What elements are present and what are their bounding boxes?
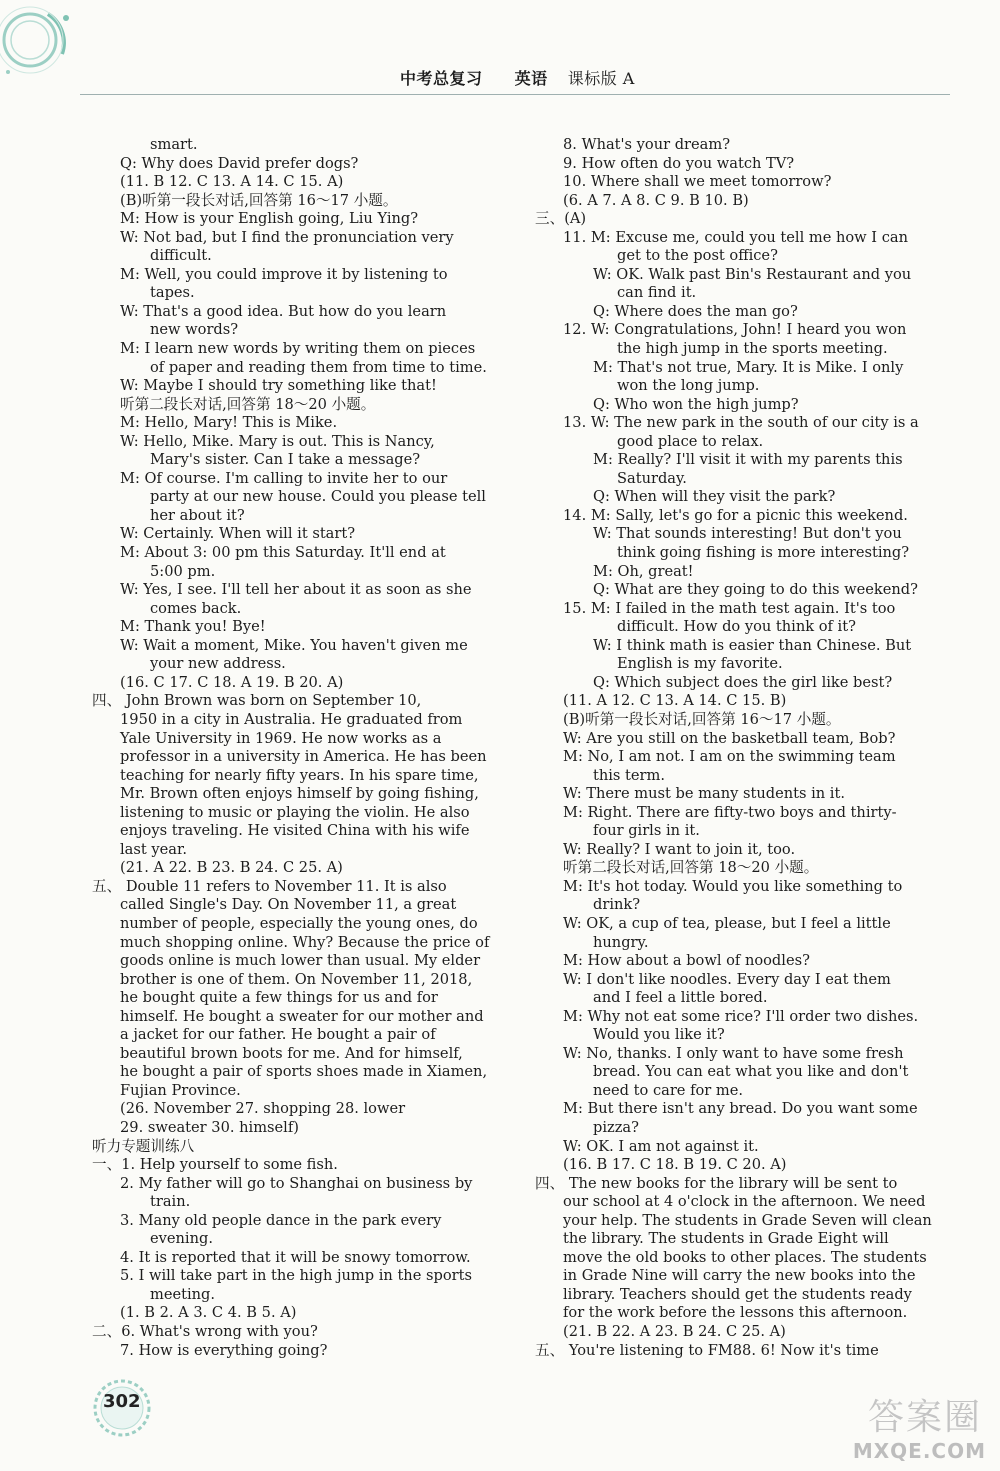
- text-line: W: Maybe I should try something like that!: [120, 377, 437, 395]
- page-number: 302: [103, 1391, 141, 1412]
- text-line: M: That's not true, Mary. It is Mike. I only: [593, 358, 904, 376]
- text-line: number of people, especially the young ones, do: [120, 914, 478, 932]
- text-line: 7. How is everything going?: [120, 1341, 328, 1359]
- text-line: 2. My father will go to Shanghai on business by: [120, 1174, 473, 1192]
- text-line: your new address.: [150, 655, 286, 673]
- text-line: in Grade Nine will carry the new books into the: [563, 1267, 916, 1285]
- text-line: for the work before the lessons this afternoon.: [563, 1304, 908, 1322]
- text-line: 一、1. Help yourself to some fish.: [92, 1156, 338, 1174]
- text-line: Q: Where does the man go?: [593, 302, 798, 320]
- text-line: 4. It is reported that it will be snowy tomorrow.: [120, 1248, 471, 1266]
- text-line: listening to music or playing the violin. He also: [120, 803, 470, 821]
- text-line: and I feel a little bored.: [593, 989, 768, 1007]
- text-line: Mr. Brown often enjoys himself by going fishing,: [120, 785, 479, 803]
- text-line: 五、 Double 11 refers to November 11. It is also: [92, 877, 447, 895]
- text-line: he bought a pair of sports shoes made in Xiamen,: [120, 1063, 488, 1081]
- text-line: W: OK. I am not against it.: [563, 1137, 759, 1155]
- text-line: evening.: [150, 1230, 213, 1248]
- text-line: the high jump in the sports meeting.: [617, 340, 888, 358]
- text-line: M: It's hot today. Would you like something to: [563, 877, 903, 895]
- text-line: comes back.: [150, 599, 242, 617]
- text-line: (B)听第一段长对话,回答第 16～17 小题。: [120, 191, 398, 209]
- text-line: 11. M: Excuse me, could you tell me how I can: [563, 228, 908, 246]
- text-line: pizza?: [593, 1118, 639, 1136]
- text-line: new words?: [150, 321, 239, 339]
- text-line: M: Of course. I'm calling to invite her to our: [120, 469, 448, 487]
- text-line: (11. A 12. C 13. A 14. C 15. B): [563, 692, 787, 710]
- text-line: 13. W: The new park in the south of our city is a: [563, 414, 919, 432]
- text-line: 听力专题训练八: [92, 1137, 195, 1155]
- book-title: 中考总复习: [400, 69, 483, 88]
- text-line: M: Thank you! Bye!: [120, 618, 266, 636]
- text-line: 9. How often do you watch TV?: [563, 154, 795, 172]
- watermark-logo-text: 答案圈: [867, 1397, 982, 1438]
- watermark-url: MXQE.COM: [852, 1439, 986, 1463]
- text-line: W: OK, a cup of tea, please, but I feel a little: [563, 914, 891, 932]
- text-line: (16. B 17. C 18. B 19. C 20. A): [563, 1156, 787, 1174]
- text-line: tapes.: [150, 284, 195, 302]
- text-line: difficult. How do you think of it?: [617, 618, 856, 636]
- text-line: W: OK. Walk past Bin's Restaurant and you: [593, 265, 912, 283]
- text-line: 10. Where shall we meet tomorrow?: [563, 173, 832, 191]
- text-line: hungry.: [593, 933, 649, 951]
- text-line: brother is one of them. On November 11, 2018,: [120, 970, 473, 988]
- text-line: (B)听第一段长对话,回答第 16～17 小题。: [563, 710, 841, 728]
- text-line: smart.: [150, 136, 198, 153]
- text-line: Saturday.: [617, 469, 687, 487]
- text-line: M: I learn new words by writing them on pieces: [120, 340, 476, 358]
- right-column: [535, 136, 939, 1360]
- text-line: W: I don't like noodles. Every day I eat them: [563, 970, 891, 988]
- text-line: library. Teachers should get the students ready: [563, 1285, 912, 1303]
- text-line: 15. M: I failed in the math test again. It's too: [563, 599, 896, 617]
- text-line: party at our new house. Could you please tell: [150, 488, 486, 506]
- text-line: 四、 The new books for the library will be sent to: [535, 1174, 898, 1192]
- text-line: Q: Who won the high jump?: [593, 395, 799, 413]
- text-line: won the long jump.: [617, 377, 760, 395]
- text-line: M: How about a bowl of noodles?: [563, 952, 810, 970]
- text-line: teaching for nearly fifty years. In his spare time,: [120, 766, 479, 784]
- text-line: M: Well, you could improve it by listening to: [120, 265, 448, 283]
- text-line: 3. Many old people dance in the park every: [120, 1211, 442, 1229]
- text-line: goods online is much lower than usual. My elder: [120, 952, 481, 970]
- text-line: Q: Why does David prefer dogs?: [120, 154, 359, 172]
- text-line: Q: Which subject does the girl like best?: [593, 673, 893, 691]
- text-line: (21. A 22. B 23. B 24. C 25. A): [120, 859, 343, 877]
- text-line: 四、 John Brown was born on September 10,: [92, 692, 422, 710]
- text-line: enjoys traveling. He visited China with his wife: [120, 822, 470, 840]
- text-line: (26. November 27. shopping 28. lower: [120, 1100, 406, 1118]
- text-line: 8. What's your dream?: [563, 136, 731, 153]
- text-line: can find it.: [617, 284, 697, 302]
- text-line: W: Certainly. When will it start?: [120, 525, 356, 543]
- text-line: M: No, I am not. I am on the swimming team: [563, 748, 896, 766]
- text-line: the library. The students in Grade Eight will: [563, 1230, 889, 1248]
- header-rule: [80, 94, 950, 95]
- text-line: her about it?: [150, 506, 245, 524]
- text-line: Q: When will they visit the park?: [593, 488, 836, 506]
- text-line: a jacket for our father. He bought a pair of: [120, 1026, 436, 1044]
- text-line: English is my favorite.: [617, 655, 783, 673]
- text-line: 12. W: Congratulations, John! I heard you won: [563, 321, 907, 339]
- edition-label: 课标版 A: [567, 69, 635, 88]
- text-line: 29. sweater 30. himself): [120, 1118, 299, 1136]
- text-line: M: But there isn't any bread. Do you want some: [563, 1100, 918, 1118]
- text-line: (1. B 2. A 3. C 4. B 5. A): [120, 1304, 297, 1322]
- text-line: get to the post office?: [617, 247, 778, 265]
- text-line: (16. C 17. C 18. A 19. B 20. A): [120, 673, 344, 691]
- text-line: last year.: [120, 840, 187, 858]
- text-line: 14. M: Sally, let's go for a picnic this weekend.: [563, 506, 908, 524]
- text-line: bread. You can eat what you like and don't: [593, 1063, 909, 1081]
- text-line: 1950 in a city in Australia. He graduated from: [120, 710, 463, 728]
- text-line: move the old books to other places. The students: [563, 1248, 927, 1266]
- text-line: M: Why not eat some rice? I'll order two dishes.: [563, 1007, 919, 1025]
- text-line: Yale University in 1969. He now works as a: [120, 729, 442, 747]
- text-line: this term.: [593, 766, 666, 784]
- text-line: our school at 4 o'clock in the afternoon. We need: [563, 1193, 926, 1211]
- text-line: he bought quite a few things for us and for: [120, 989, 438, 1007]
- text-line: of paper and reading them from time to time.: [150, 358, 487, 376]
- text-line: Fujian Province.: [120, 1081, 241, 1099]
- text-line: M: Oh, great!: [593, 562, 694, 580]
- text-line: four girls in it.: [593, 822, 700, 840]
- text-line: good place to relax.: [617, 432, 764, 450]
- text-line: M: Hello, Mary! This is Mike.: [120, 414, 338, 432]
- text-line: M: How is your English going, Liu Ying?: [120, 210, 419, 228]
- header-title: [400, 66, 635, 89]
- text-line: 5:00 pm.: [150, 562, 216, 580]
- text-line: W: Not bad, but I find the pronunciation very: [120, 228, 454, 246]
- text-line: W: There must be many students in it.: [563, 785, 845, 803]
- left-column: [92, 136, 496, 1360]
- text-line: W: Hello, Mike. Mary is out. This is Nancy,: [120, 432, 435, 450]
- text-line: W: Really? I want to join it, too.: [563, 840, 796, 858]
- text-line: need to care for me.: [593, 1081, 743, 1099]
- text-line: Would you like it?: [593, 1026, 725, 1044]
- text-line: meeting.: [150, 1285, 216, 1303]
- text-line: drink?: [593, 896, 641, 914]
- text-line: 二、6. What's wrong with you?: [92, 1323, 318, 1340]
- text-line: W: Are you still on the basketball team, Bob?: [563, 729, 896, 747]
- text-line: (11. B 12. C 13. A 14. C 15. A): [120, 173, 344, 191]
- text-line: M: Right. There are fifty-two boys and thirty-: [563, 803, 897, 821]
- text-line: 听第二段长对话,回答第 18～20 小题。: [120, 395, 376, 413]
- text-line: himself. He bought a sweater for our mother and: [120, 1007, 484, 1025]
- page-header: [0, 58, 1000, 98]
- site-watermark: [792, 1385, 992, 1463]
- text-line: professor in a university in America. He has been: [120, 748, 487, 766]
- text-line: Q: What are they going to do this weekend?: [593, 581, 918, 599]
- text-line: (21. B 22. A 23. B 24. C 25. A): [563, 1323, 786, 1340]
- text-line: beautiful brown boots for me. And for himself,: [120, 1044, 463, 1062]
- text-line: much shopping online. Why? Because the price of: [120, 933, 490, 951]
- text-line: (6. A 7. A 8. C 9. B 10. B): [563, 191, 749, 209]
- text-line: M: Really? I'll visit it with my parents this: [593, 451, 903, 469]
- text-line: 五、 You're listening to FM88. 6! Now it's time: [535, 1341, 879, 1359]
- text-line: difficult.: [150, 247, 212, 265]
- text-line: think going fishing is more interesting?: [617, 544, 910, 562]
- text-line: W: That sounds interesting! But don't you: [593, 525, 902, 543]
- text-line: W: No, thanks. I only want to have some fresh: [563, 1044, 904, 1062]
- text-line: M: About 3: 00 pm this Saturday. It'll end at: [120, 544, 446, 562]
- text-line: 听第二段长对话,回答第 18～20 小题。: [563, 859, 819, 877]
- text-line: 5. I will take part in the high jump in the sports: [120, 1267, 472, 1285]
- text-line: train.: [150, 1193, 191, 1211]
- text-line: Mary's sister. Can I take a message?: [150, 451, 421, 469]
- text-line: W: That's a good idea. But how do you learn: [120, 302, 447, 320]
- text-line: W: Yes, I see. I'll tell her about it as soon as she: [120, 581, 472, 599]
- text-line: W: Wait a moment, Mike. You haven't given me: [120, 636, 468, 654]
- text-line: W: I think math is easier than Chinese. But: [593, 636, 912, 654]
- text-line: your help. The students in Grade Seven will clean: [563, 1211, 932, 1229]
- text-line: 三、(A): [535, 210, 587, 228]
- text-line: called Single's Day. On November 11, a great: [120, 896, 457, 914]
- subject-label: 英语: [514, 69, 548, 88]
